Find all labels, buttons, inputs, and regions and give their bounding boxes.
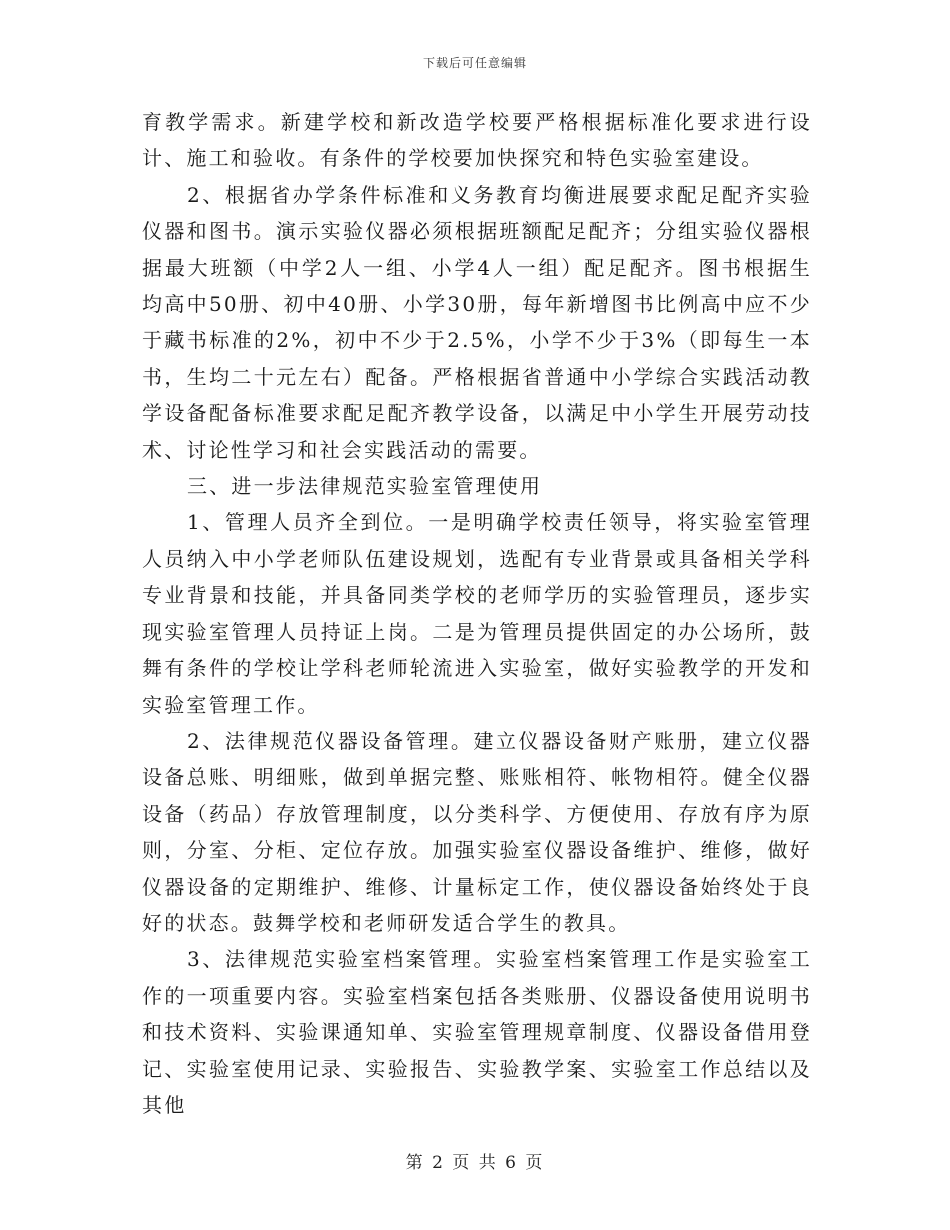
page-header-note: 下载后可任意编辑 bbox=[422, 56, 527, 70]
paragraph-item-3-archive-management: 3、法律规范实验室档案管理。实验室档案管理工作是实验室工作的一项重要内容。实验室档案包括各类账册、仪器设备使用说明书和技术资料、实验课通知单、实验室管理规章制度、仪器设备借用登记、实验室使用记录、实验报告、实验教学案、实验室工作总结以及其他 bbox=[142, 947, 812, 1117]
paragraph-continuation: 育教学需求。新建学校和新改造学校要严格根据标准化要求进行设计、施工和验收。有条件的学校要加快探究和特色实验室建设。 bbox=[142, 110, 812, 171]
paragraph-item-1-staffing: 1、管理人员齐全到位。一是明确学校责任领导，将实验室管理人员纳入中小学老师队伍建设规划，选配有专业背景或具备相关学科专业背景和技能，并具备同类学校的老师学历的实验管理员，逐步实现实验室管理人员持证上岗。二是为管理员提供固定的办公场所，鼓舞有条件的学校让学科老师轮流进入实验室，做好实验教学的开发和实验室管理工作。 bbox=[142, 510, 812, 717]
page-number: 第 2 页 共 6 页 bbox=[405, 1153, 545, 1173]
paragraph-item-2-equipment-books: 2、根据省办学条件标准和义务教育均衡进展要求配足配齐实验仪器和图书。演示实验仪器必须根据班额配足配齐；分组实验仪器根据最大班额（中学2人一组、小学4人一组）配足配齐。图书根据生均高中50册、初中40册、小学30册，每年新增图书比例高中应不少于藏书标准的2%，初中不少于2.5%，小学不少于3%（即每生一本书，生均二十元左右）配备。严格根据省普通中小学综合实践活动教学设备配备标准要求配足配齐教学设备，以满足中小学生开展劳动技术、讨论性学习和社会实践活动的需要。 bbox=[142, 182, 812, 462]
section-heading-3: 三、进一步法律规范实验室管理使用 bbox=[187, 474, 543, 499]
paragraph-item-2-equipment-management: 2、法律规范仪器设备管理。建立仪器设备财产账册，建立仪器设备总账、明细账，做到单据完整、账账相符、帐物相符。健全仪器设备（药品）存放管理制度，以分类科学、方便使用、存放有序为原则，分室、分柜、定位存放。加强实验室仪器设备维护、维修，做好仪器设备的定期维护、维修、计量标定工作，使仪器设备始终处于良好的状态。鼓舞学校和老师研发适合学生的教具。 bbox=[142, 728, 812, 935]
document-body bbox=[142, 104, 812, 1123]
